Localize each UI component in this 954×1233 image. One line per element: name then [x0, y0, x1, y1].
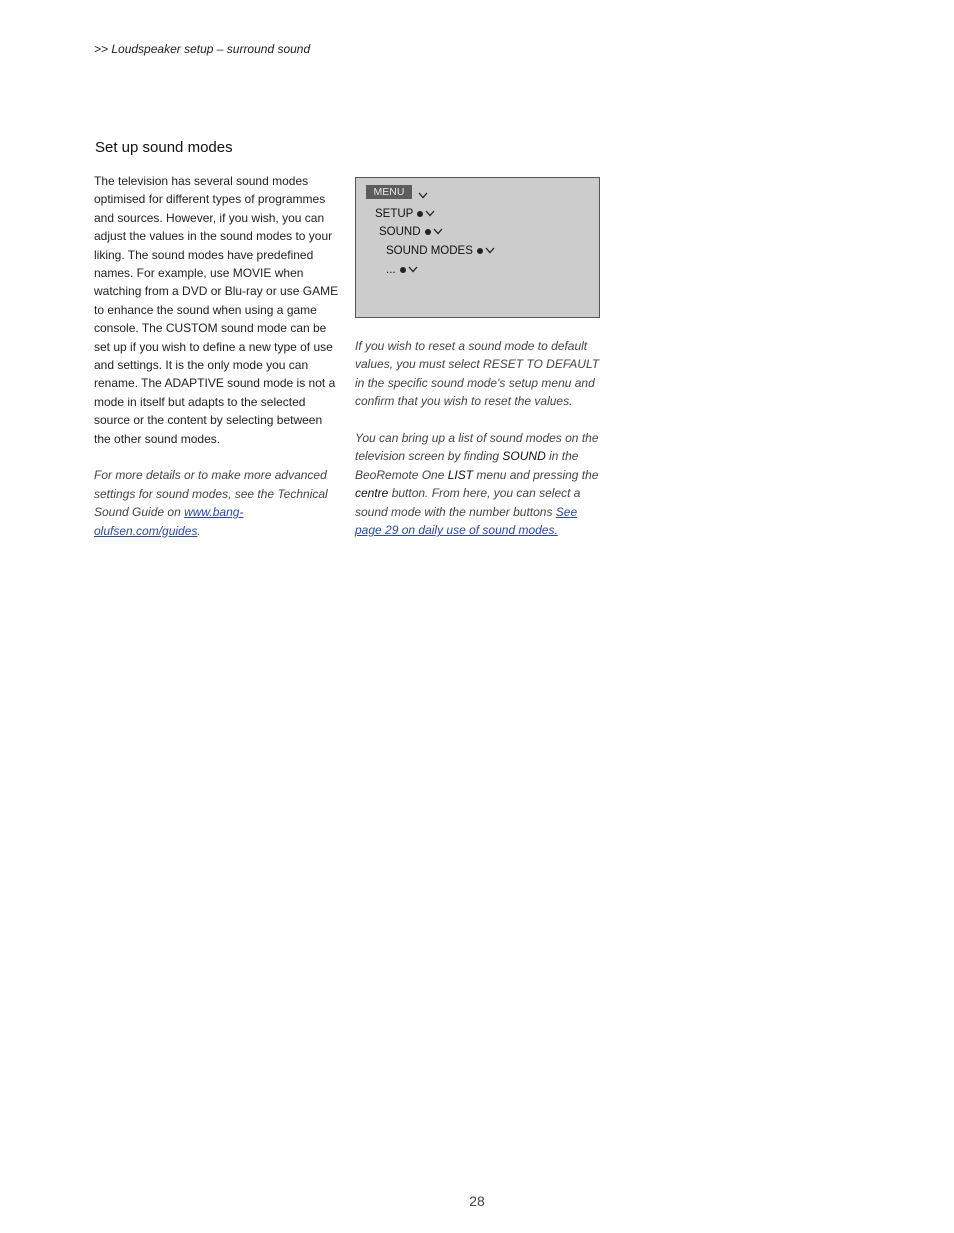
menu-item-sound — [379, 225, 443, 239]
body-text: The television has several sound modes optimised for different types of programmes and sources. However, if you wish, you can adjust the values in the sound modes to your liking. The sound modes have predefined names. For example, use MOVIE when watching from a DVD or Blu-ray or use GAME to enhance the sound when using a game console. The CUSTOM sound mode can be set up if you wish to define a new type of use and settings. It is the only mode you can rename. The ADAPTIVE sound mode is not a mode in itself but adapts to the selected source or the content by selecting between the other sound modes. — [94, 174, 339, 446]
menu-tag: MENU — [366, 185, 412, 199]
page-number: 28 — [469, 1193, 485, 1209]
note-text: For more details or to make more advanced settings for sound modes, see the Technical Sound Guide on — [94, 468, 328, 520]
centre-term: centre — [355, 486, 389, 501]
list-note — [355, 429, 601, 539]
breadcrumb: >> Loudspeaker setup – surround sound — [94, 42, 311, 56]
reset-note: If you wish to reset a sound mode to default values, you must select RESET TO DEFAULT in the specific sound mode's setup menu and confirm that you wish to reset the values. — [355, 339, 600, 409]
list-note-text: button. From here, you can select a sound mode with the number buttons — [355, 486, 581, 519]
menu-item-label: SOUND MODES — [386, 245, 473, 258]
technical-guide-note — [94, 466, 340, 540]
dot-icon — [417, 211, 423, 217]
list-note-text: You can bring up a list of sound modes on the television screen by finding — [355, 431, 599, 464]
guide-link[interactable]: www.bang-olufsen.com/guides — [94, 505, 244, 538]
sound-term: SOUND — [502, 449, 546, 464]
menu-item-label: SOUND — [379, 226, 421, 239]
chevron-down-icon — [425, 207, 435, 221]
dot-icon — [477, 248, 483, 254]
note-end: . — [197, 523, 201, 538]
menu-item-label: ... — [386, 264, 396, 277]
dot-icon — [425, 229, 431, 235]
right-column — [355, 337, 601, 558]
chevron-down-icon — [433, 225, 443, 239]
list-note-text: menu and pressing the — [473, 467, 599, 482]
section-title: Set up sound modes — [95, 139, 233, 156]
menu-item-sound-modes — [386, 244, 495, 258]
list-term: LIST — [447, 467, 474, 482]
menu-diagram — [355, 177, 600, 318]
list-note-text: in the BeoRemote One — [355, 449, 579, 482]
left-column — [94, 172, 340, 540]
menu-item-setup — [375, 207, 435, 221]
menu-item-more — [386, 263, 418, 277]
chevron-down-icon — [418, 190, 428, 202]
chevron-down-icon — [485, 244, 495, 258]
menu-item-label: SETUP — [375, 208, 414, 221]
page-29-link[interactable]: See page 29 on daily use of sound modes. — [355, 504, 578, 538]
dot-icon — [400, 267, 406, 273]
chevron-down-icon — [408, 263, 418, 277]
